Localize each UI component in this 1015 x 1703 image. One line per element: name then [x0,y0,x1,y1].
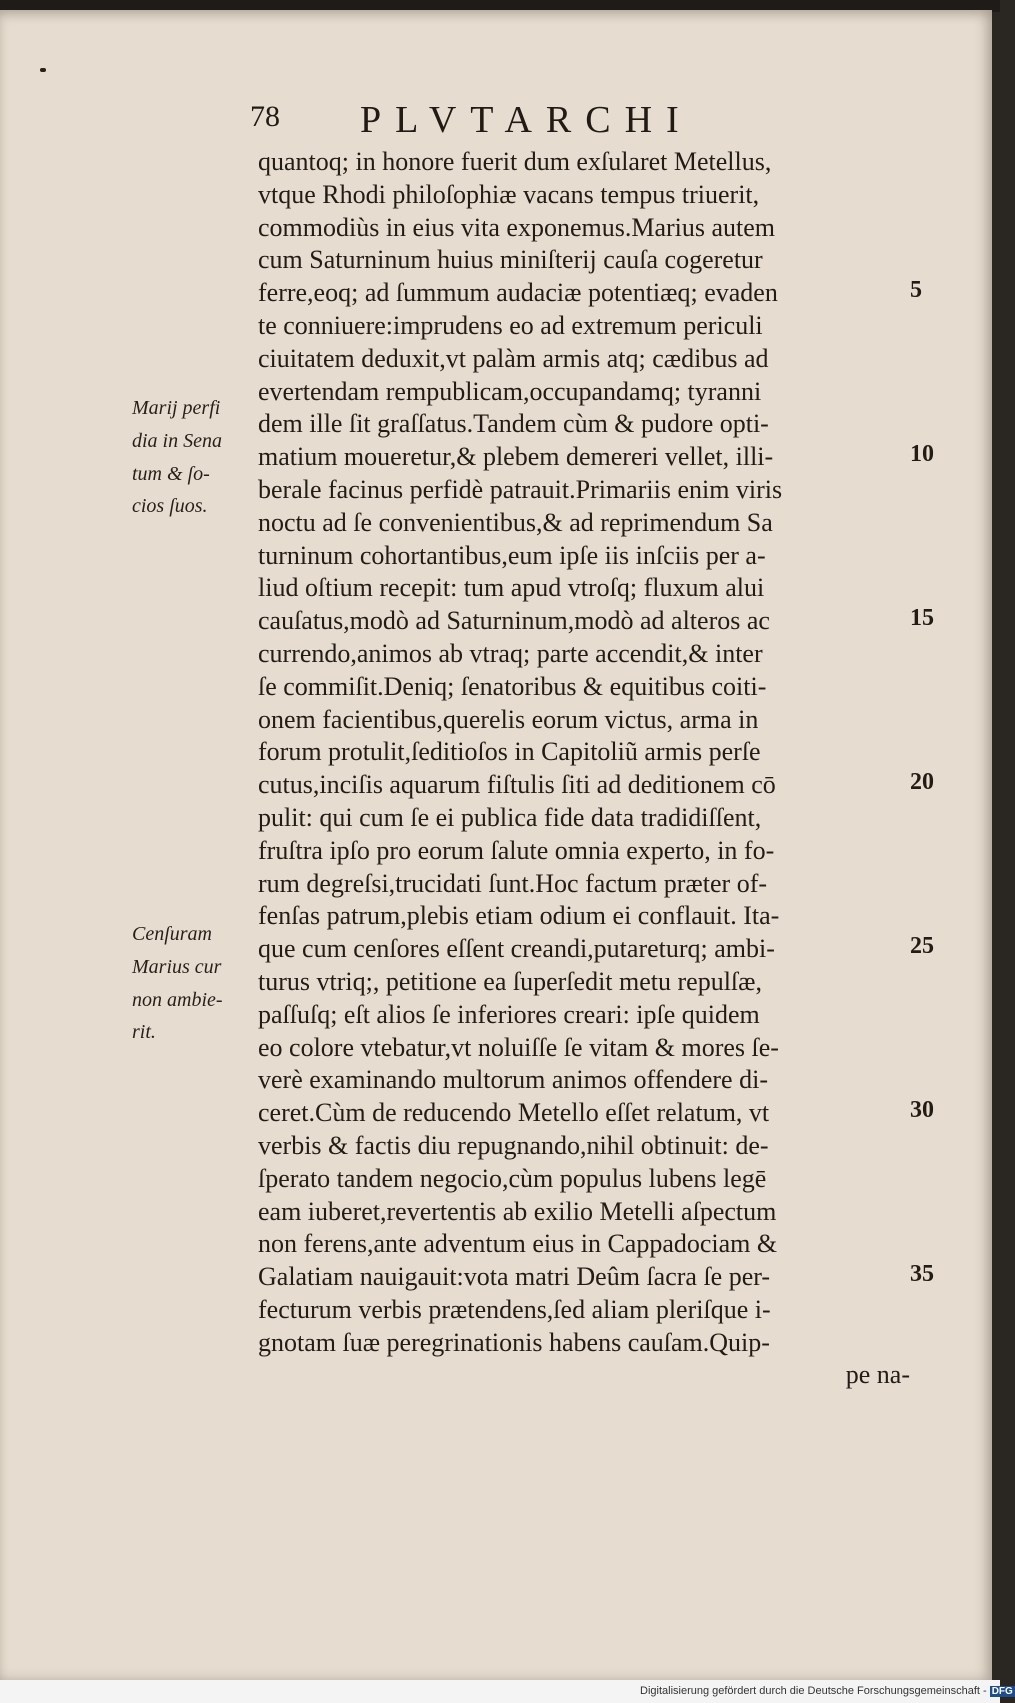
running-title: PLVTARCHI [360,99,693,141]
line-number: 10 [910,441,934,468]
text-line: cutus,inciſis aquarum fiſtulis ſiti ad deditionem cō [258,770,776,800]
text-line: pe na- [845,1360,910,1390]
line-number: 35 [910,1261,934,1288]
side-note-line: tum & ſo- [132,462,210,485]
text-line: ſe commiſit.Deniq; ſenatoribus & equitibus coiti- [258,671,767,701]
text-line: eo colore vtebatur,vt noluiſſe ſe vitam & mores ſe- [258,1032,779,1062]
text-line: paſſuſq; eſt alios ſe inferiores creari: ipſe quidem [258,999,760,1029]
text-line: non ferens,ante adventum eius in Cappadociam & [258,1229,778,1259]
text-line: noctu ad ſe convenientibus,& ad reprimendum Sa [258,507,773,537]
page-number: 78 [250,100,280,133]
side-note-line: non ambie- [132,988,223,1011]
text-line: fruſtra ipſo pro eorum ſalute omnia experto, in fo- [258,835,775,865]
text-line: pulit: qui cum ſe ei publica fide data tradidiſſent, [258,802,762,832]
text-line: Galatiam nauigauit:vota matri Deûm ſacra ſe per- [258,1262,771,1292]
main-text [258,146,910,1392]
text-line: ciuitatem deduxit,vt palàm armis atq; cædibus ad [258,343,769,373]
side-note-line: Cenſuram [132,923,212,945]
text-line: fenſas patrum,plebis etiam odium ei conflauit. Ita- [258,901,780,931]
text-line: quantoq; in honore fuerit dum exſularet Metellus, [258,147,772,176]
digitization-text: Digitalisierung gefördert durch die Deutsche Forschungsgemeinschaft - [640,1685,987,1697]
text-line: vtque Rhodi philoſophiæ vacans tempus triuerit, [258,179,760,209]
text-line: matium moueretur,& plebem demereri vellet, illi- [258,442,774,472]
line-number: 25 [910,933,934,960]
side-note-marius-perfidia [132,392,256,523]
text-line: ferre,eoq; ad ſummum audaciæ potentiæq; evaden [258,278,778,308]
text-line: te conniuere:imprudens eo ad extremum periculi [258,310,763,340]
ink-smudge [40,68,46,72]
text-line: forum protulit,ſeditioſos in Capitoliũ armis perſe [258,737,761,767]
line-number: 5 [910,277,922,304]
text-line: gnotam ſuæ peregrinationis habens cauſam.Quip- [258,1327,770,1357]
text-line: fecturum verbis prætendens,ſed aliam pleriſque i- [258,1294,771,1324]
side-note-line: dia in Sena [132,429,222,452]
text-line: cauſatus,modò ad Saturninum,modò ad alteros ac [258,606,770,636]
text-line: ceret.Cùm de reducendo Metello eſſet relatum, vt [258,1098,770,1128]
line-number: 15 [910,605,934,632]
text-line: verè examinando multorum animos offendere di- [258,1065,768,1095]
side-note-line: Marij perfi [132,397,221,419]
line-number: 20 [910,769,934,796]
side-note-line: Marius cur [132,955,222,978]
side-note-line: rit. [132,1021,156,1044]
text-line: onem facientibus,querelis eorum victus, arma in [258,704,759,734]
text-line: berale facinus perfidè patrauit.Primariis enim viris [258,474,783,504]
text-line: eam iuberet,revertentis ab exilio Metelli aſpectum [258,1196,777,1226]
line-number: 30 [910,1097,934,1124]
dfg-logo: DFG [991,1685,1013,1697]
side-note-censura [132,918,256,1049]
text-line: turus vtriq;, petitione ea ſuperſedit metu repulſæ, [258,966,762,996]
text-line: dem ille ſit graſſatus.Tandem cùm & pudore opti- [258,409,769,439]
text-line: rum degreſsi,trucidati ſunt.Hoc factum præter of- [258,868,768,898]
text-line: verbis & factis diu repugnando,nihil obtinuit: de- [258,1130,769,1160]
digitization-credit [640,1685,1013,1697]
text-line: cum Saturninum huius miniſterij cauſa cogeretur [258,245,763,275]
text-line: evertendam rempublicam,occupandamq; tyranni [258,376,762,406]
text-line: ſperato tandem negocio,cùm populus lubens legē [258,1163,767,1193]
text-line: que cum cenſores eſſent creandi,putareturq; ambi- [258,934,775,964]
side-note-line: cios ſuos. [132,495,208,518]
text-line: liud oſtium recepit: tum apud vtroſq; fluxum alui [258,573,765,603]
text-line: currendo,animos ab vtraq; parte accendit,& inter [258,638,763,668]
text-line: turninum cohortantibus,eum ipſe iis inſciis per a- [258,540,766,570]
text-line: commodiùs in eius vita exponemus.Marius autem [258,212,776,242]
